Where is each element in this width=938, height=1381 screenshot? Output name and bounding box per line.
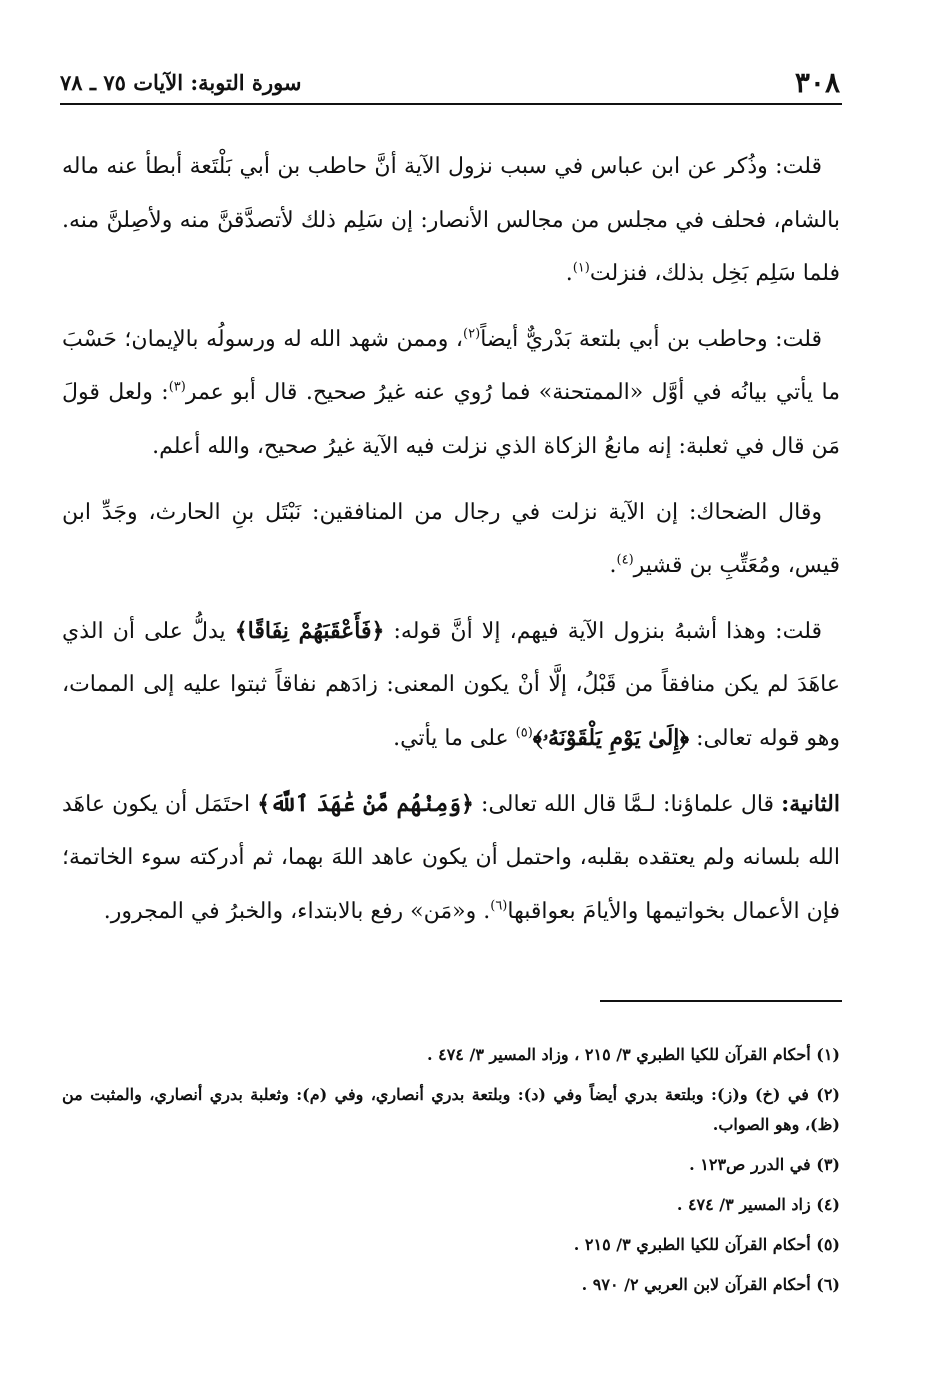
footnotes <box>62 1040 840 1310</box>
footnote-5: (٥) أحكام القرآن للكيا الطبري ٣/ ٢١٥ . <box>573 1235 840 1254</box>
paragraph-2: قلت: وحاطب بن أبي بلتعة بَدْريٌّ أيضاً$^{(٢)}$، وممن شهد الله له ورسولُه بالإيمان؛ حَسْبَ ما يأتي بيانُه في أوَّل «الممتحنة» فما رُوي عنه غيرُ صحيح. قال أبو عمر$^{(٣)}$: ولعل قولَ مَن قال في ثعلبة: إنه مانعُ الزكاة الذي نزلت فيه الآية غيرُ صحيح، والله أعلم. <box>62 326 840 459</box>
page-number: ٣٠٨ <box>794 65 840 99</box>
paragraph-1: قلت: وذُكر عن ابن عباس في سبب نزول الآية أنَّ حاطب بن أبي بَلْتَعة أبطأ عنه ماله بالشام، فحلف في مجلس من مجالس الأنصار: إن سَلِم ذلك لأتصدَّقنَّ منه ولأصِلنَّ منه. فلما سَلِم بَخِل بذلك، فنزلت$^{(١)}$. <box>62 154 840 287</box>
footnote-ref-5: (٥) <box>515 725 533 741</box>
quran-verse-2: ﴿إِلَىٰ يَوْمِ يَلْقَوْنَهُۥ﴾ <box>532 724 690 751</box>
main-text <box>62 140 840 950</box>
footnote-1: (١) أحكام القرآن للكيا الطبري ٣/ ٢١٥ ، وزاد المسير ٣/ ٤٧٤ . <box>426 1045 840 1064</box>
footnote-ref-2: (٢) <box>463 326 481 342</box>
footnote-ref-3: (٣) <box>168 380 186 396</box>
page-header <box>60 62 840 102</box>
footnote-4: (٤) زاد المسير ٣/ ٤٧٤ . <box>676 1195 840 1214</box>
quran-verse-3: ﴿وَمِنْهُم مَّنْ عَٰهَدَ ٱللَّهَ﴾ <box>257 790 474 817</box>
paragraph-4: قلت: وهذا أشبهُ بنزول الآية فيهم، إلا أنَّ قوله: ﴿فَأَعْقَبَهُمْ نِفَاقًا﴾ يدلُّ على أن الذي عاهَدَ لم يكن منافقاً من قَبْلُ، إلَّا أنْ يكون المعنى: زادَهم نفاقاً ثبتوا عليه إلى الممات، وهو قوله تعالى: ﴿إِلَىٰ يَوْمِ يَلْقَوْنَهُۥ﴾$^{(٥)}$ على ما يأتي. <box>62 617 840 751</box>
quran-verse-1: ﴿فَأَعْقَبَهُمْ نِفَاقًا﴾ <box>234 617 385 644</box>
header-rule <box>60 103 842 105</box>
running-title: سورة التوبة: الآيات ٧٥ ـ ٧٨ <box>60 69 302 95</box>
footnote-ref-6: (٦) <box>490 898 508 914</box>
footnote-2: (٢) في (خ) و(ز): وبلتعة بدري أيضاً وفي (د): وبلتعة بدري أنصاري، وفي (م): وثعلبة بدري أنصاري، والمثبت من (ظ)، وهو الصواب. <box>62 1085 840 1134</box>
paragraph-3: وقال الضحاك: إن الآية نزلت في رجال من المنافقين: نَبْتَل بنِ الحارث، وجَدِّ ابن قيس، ومُعَتِّبِ بن قشير$^{(٤)}$. <box>62 499 840 579</box>
footnote-ref-1: (١) <box>572 260 590 276</box>
footnote-6: (٦) أحكام القرآن لابن العربي ٢/ ٩٧٠ . <box>581 1275 840 1294</box>
footnote-ref-4: (٤) <box>616 552 634 568</box>
paragraph-5: الثانية: قال علماؤنا: لـمَّا قال الله تعالى: ﴿وَمِنْهُم مَّنْ عَٰهَدَ ٱللَّهَ﴾ احتَمَل أن يكون عاهَد الله بلسانه ولم يعتقده بقلبه، واحتمل أن يكون عاهد اللهَ بهما، ثم أدركته سوء الخاتمة؛ فإن الأعمال بخواتيمها والأيامَ بعواقبها$^{(٦)}$. و«مَن» رفع بالابتداء، والخبرُ في المجرور. <box>62 790 840 924</box>
section-label: الثانية: <box>781 790 840 817</box>
footnote-3: (٣) في الدرر ص١٢٣ . <box>689 1155 840 1174</box>
footnote-separator <box>600 1000 842 1002</box>
